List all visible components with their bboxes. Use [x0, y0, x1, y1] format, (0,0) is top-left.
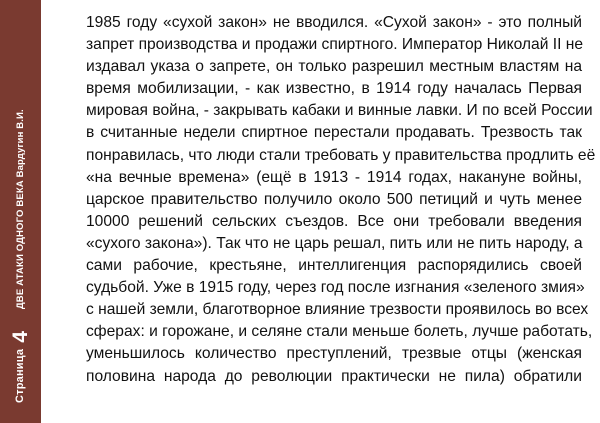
page-sidebar	[0, 0, 41, 423]
page-number: 4	[8, 331, 32, 343]
text-line: 1985 году «сухой закон» не вводился. «Сухой закон» - это полный	[86, 14, 582, 31]
text-line: сами рабочие, крестьяне, интеллигенция распорядились своей	[86, 257, 582, 275]
sidebar-caption	[0, 3, 40, 403]
text-line: в считанные недели спиртное перестали продавать. Трезвость так	[86, 124, 582, 142]
body-paragraph	[86, 12, 596, 388]
text-line: 10000 решений сельских съездов. Все они требовали введения	[86, 212, 582, 230]
text-line: время мобилизации, - как известно, в 1914 году началась Первая	[86, 80, 582, 98]
text-line: издавал указа о запрете, он только разрешил местным властям на	[86, 58, 582, 76]
text-line: сферах: и горожане, и селяне стали меньше болеть, лучше работать,	[86, 323, 593, 341]
text-line: мировая война, - закрывать кабаки и винные лавки. И по всей России	[86, 102, 593, 120]
text-line: уменьшилось количество преступлений, трезвые отцы (женская	[86, 345, 582, 363]
text-line: судьбой. Уже в 1915 году, через год после изгнания «зеленого змия»	[86, 279, 585, 297]
text-line: «на вечные времена» (ещё в 1913 - 1914 годах, накануне войны,	[86, 168, 582, 186]
text-line: половина народа до революции практически не пила) обратили	[86, 367, 582, 385]
text-line: царское правительство получило около 500 петиций и чуть менее	[86, 190, 582, 208]
text-line: «сухого закона»). Так что не царь решал, пить или не пить народу, а	[86, 234, 583, 252]
text-line: запрет производства и продажи спиртного. Император Николай II не	[86, 36, 584, 54]
book-title: ДВЕ АТАКИ ОДНОГО ВЕКА Вардугин В.И.	[14, 109, 26, 310]
page-label: Страница	[14, 348, 26, 403]
text-line: с нашей земли, благотворное влияние трезвости проявилось во всех	[86, 301, 589, 319]
text-line: понравилась, что люди стали требовать у правительства продлить её	[86, 146, 596, 164]
